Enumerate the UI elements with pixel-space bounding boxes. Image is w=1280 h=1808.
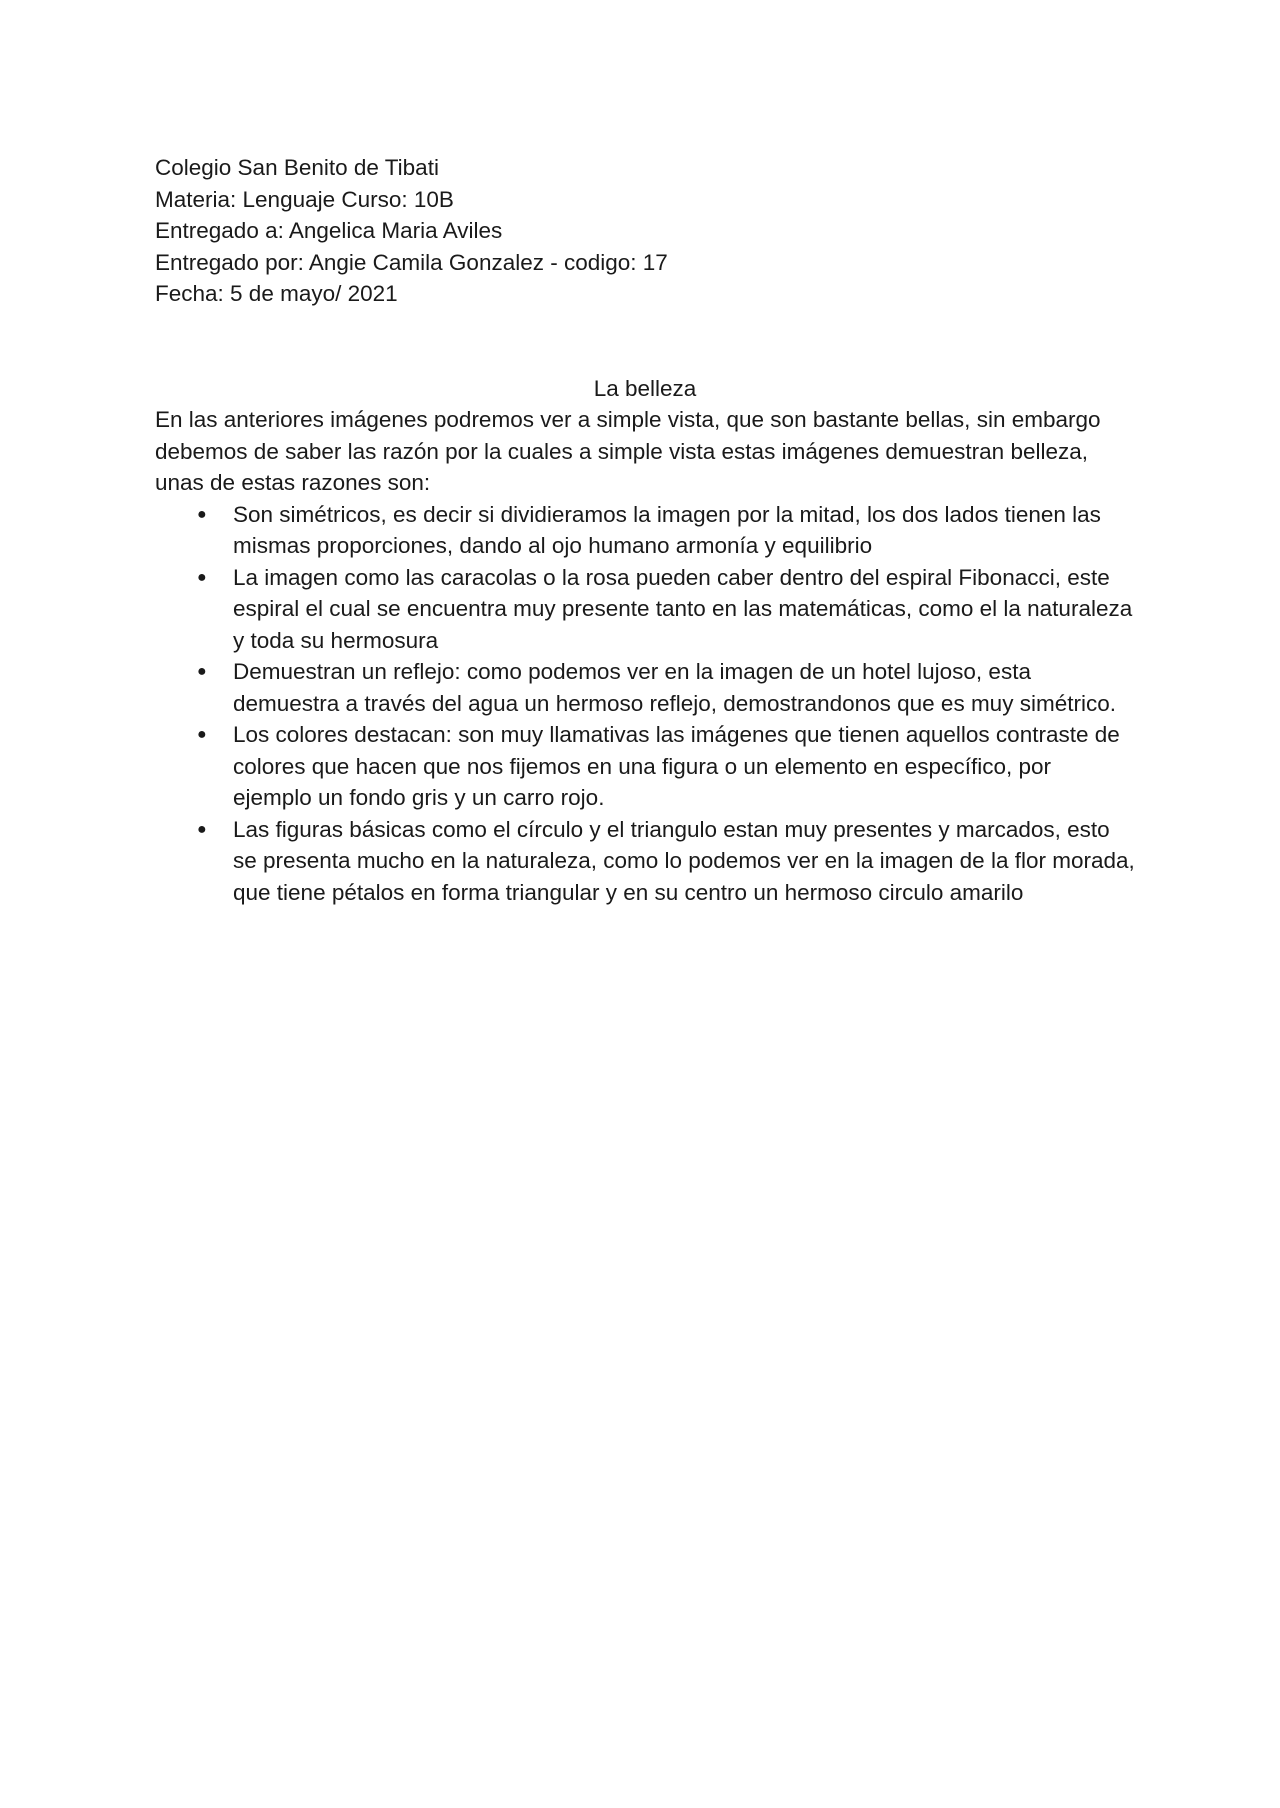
list-item-text: Son simétricos, es decir si dividieramos la imagen por la mitad, los dos lados tienen las mismas proporciones, dando al ojo humano armonía y equilibrio — [233, 501, 1101, 558]
document-body — [155, 152, 1135, 908]
bullet-icon: ● — [197, 820, 207, 838]
bullet-icon: ● — [197, 726, 207, 743]
date: Fecha: 5 de mayo/ 2021 — [155, 281, 398, 306]
school-name: Colegio San Benito de Tibati — [155, 155, 439, 180]
bullet-icon: ● — [197, 568, 207, 586]
list-item — [155, 656, 1135, 719]
list-item-text: Las figuras básicas como el círculo y el triangulo estan muy presentes y marcados, esto se presenta mucho en la naturaleza, como lo podemos ver en la imagen de la flor morada, que tiene pétalos en forma triangular y en su centro un hermoso circulo amarilo — [233, 816, 1135, 905]
intro-paragraph: En las anteriores imágenes podremos ver a simple vista, que son bastante bellas, sin embargo debemos de saber las razón por la cuales a simple vista estas imágenes demuestran belleza, unas de estas razones son: — [155, 407, 1101, 495]
delivered-by: Entregado por: Angie Camila Gonzalez - codigo: 17 — [155, 249, 668, 275]
list-item-text: Demuestran un reflejo: como podemos ver en la imagen de un hotel lujoso, esta demuestra a través del agua un hermoso reflejo, demostrandonos que es muy simétrico. — [233, 659, 1116, 716]
list-item — [155, 814, 1135, 909]
list-item — [155, 719, 1135, 814]
list-item — [155, 499, 1135, 562]
list-item — [155, 562, 1135, 657]
list-item-text: Los colores destacan: son muy llamativas las imágenes que tienen aquellos contraste de colores que hacen que nos fijemos en una figura o un elemento en específico, por ejemplo un fondo gris y un carro rojo. — [233, 722, 1120, 810]
bullet-icon: ● — [197, 505, 207, 523]
subject-course: Materia: Lenguaje Curso: 10B — [155, 186, 454, 212]
reasons-list — [155, 499, 1135, 909]
delivered-to: Entregado a: Angelica Maria Aviles — [155, 218, 503, 243]
bullet-icon: ● — [197, 663, 207, 680]
spacer — [155, 310, 1135, 373]
essay-title: La belleza — [593, 375, 697, 401]
list-item-text: La imagen como las caracolas o la rosa pueden caber dentro del espiral Fibonacci, este espiral el cual se encuentra muy presente tanto en las matemáticas, como el la naturaleza y toda su hermosura — [233, 564, 1133, 653]
